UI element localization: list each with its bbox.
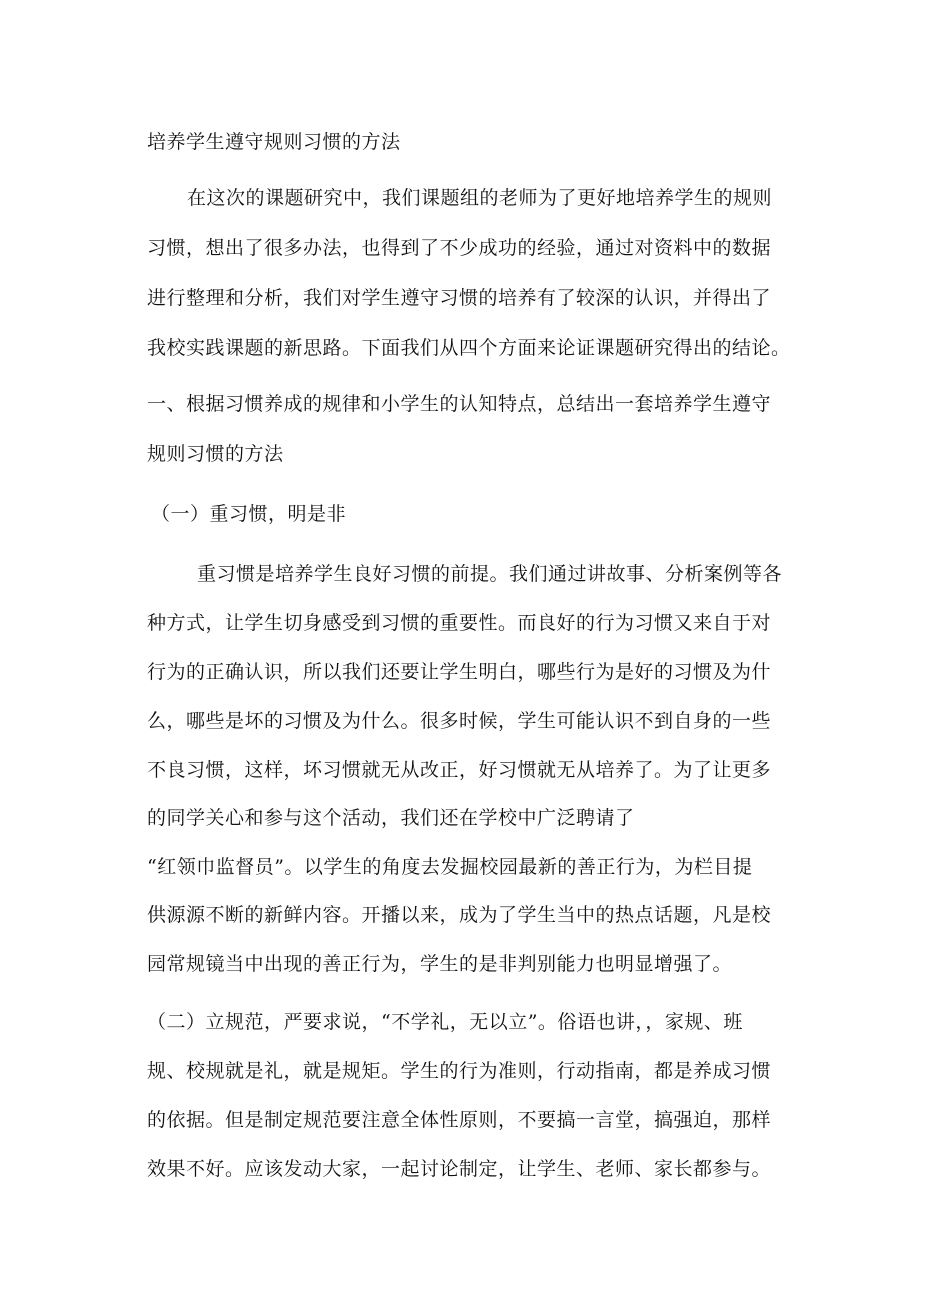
subsection1-line-9: 园常规镜当中出现的善正行为，学生的是非判别能力也明显增强了。: [147, 953, 733, 975]
intro-line-2: 习惯，想出了很多办法，也得到了不少成功的经验，通过对资料中的数据: [147, 237, 772, 259]
subsection1-line-1: 重习惯是培养学生良好习惯的前提。我们通过讲故事、分析案例等各: [197, 563, 783, 585]
intro-line-1: 在这次的课题研究中，我们课题组的老师为了更好地培养学生的规则: [187, 187, 773, 209]
subsection1-heading: （一）重习惯，明是非: [151, 503, 347, 525]
section1-heading-line-2: 规则习惯的方法: [147, 443, 284, 465]
intro-line-3: 进行整理和分析，我们对学生遵守习惯的培养有了较深的认识，并得出了: [147, 287, 772, 309]
subsection1-line-6: 的同学关心和参与这个活动，我们还在学校中广泛聘请了: [147, 807, 635, 829]
subsection1-line-7: “红领巾监督员”。以学生的角度去发掘校园最新的善正行为，为栏目提: [147, 856, 753, 878]
subsection2-line-3: 的依据。但是制定规范要注意全体性原则，不要搞一言堂，搞强迫，那样: [147, 1109, 772, 1131]
intro-line-4: 我校实践课题的新思路。下面我们从四个方面来论证课题研究得出的结论。: [147, 337, 791, 359]
document-title: 培养学生遵守规则习惯的方法: [147, 131, 401, 153]
subsection1-line-2: 种方式，让学生切身感受到习惯的重要性。而良好的行为习惯又来自于对: [147, 612, 772, 634]
subsection1-line-4: 么，哪些是坏的习惯及为什么。很多时候，学生可能认识不到自身的一些: [147, 710, 772, 732]
subsection2-line-4: 效果不好。应该发动大家，一起讨论制定，让学生、老师、家长都参与。: [147, 1158, 772, 1180]
subsection2-line-2: 规、校规就是礼，就是规矩。学生的行为准则，行动指南，都是养成习惯: [147, 1060, 772, 1082]
subsection1-line-5: 不良习惯，这样，坏习惯就无从改正，好习惯就无从培养了。为了让更多: [147, 759, 772, 781]
subsection2-line-1: （二）立规范，严要求说，“不学礼，无以立”。俗语也讲，，家规、班: [147, 1011, 743, 1033]
section1-heading-line-1: 一、根据习惯养成的规律和小学生的认知特点，总结出一套培养学生遵守: [147, 393, 772, 415]
subsection1-line-3: 行为的正确认识，所以我们还要让学生明白，哪些行为是好的习惯及为什: [147, 661, 772, 683]
subsection1-line-8: 供源源不断的新鲜内容。开播以来，成为了学生当中的热点话题，凡是校: [147, 904, 772, 926]
